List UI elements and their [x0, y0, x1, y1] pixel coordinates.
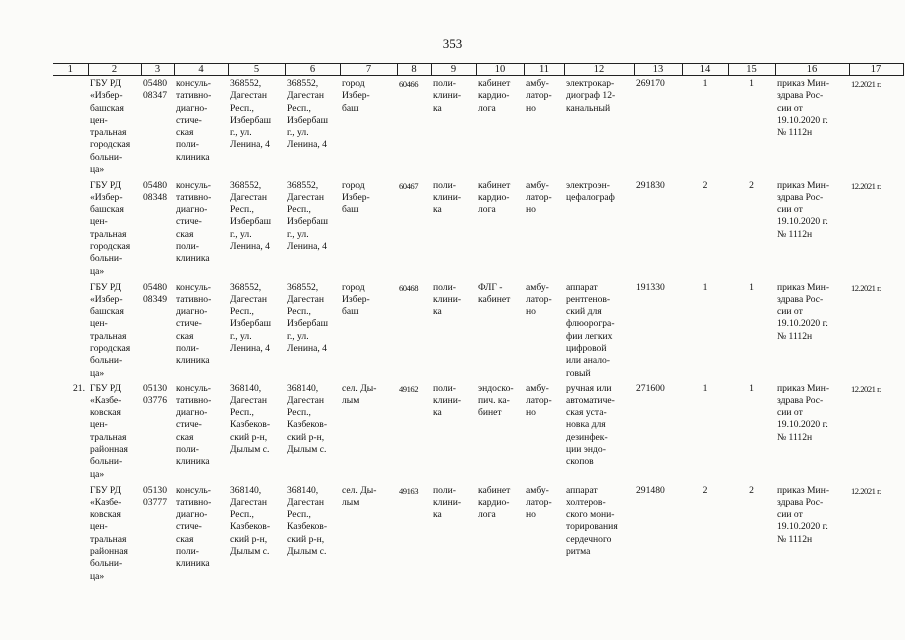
institution-code-cell: 05130 03776 — [143, 382, 167, 406]
cabinet-cell: эндоско- пич. ка- бинет — [478, 382, 514, 419]
care-form-cell: амбу- латор- но — [526, 179, 552, 216]
deadline-cell: 12.2021 г. — [851, 180, 881, 191]
oktmo-code-cell: 60468 — [399, 282, 418, 293]
actual-address-cell: 368552, Дагестан Респ., Избербаш г., ул. Ленина, 4 — [287, 78, 329, 151]
facility-type-cell: консуль- тативно- диагно- стиче- ская поли- клиника — [176, 179, 212, 265]
facility-type-cell: консуль- тативно- диагно- стиче- ская поли- клиника — [176, 281, 212, 367]
regulation-cell: приказ Мин- здрава Рос- сии от 19.10.2020 г. № 1112н — [777, 281, 830, 342]
equipment-code-cell: 191330 — [636, 281, 665, 293]
division-cell: поли- клини- ка — [433, 382, 462, 419]
column-header: 13 — [634, 64, 682, 76]
oktmo-code-cell: 49162 — [399, 383, 418, 394]
table-row — [53, 483, 903, 585]
organization-cell: ГБУ РД «Казбе- ковская цен- тральная районная больни- ца» — [90, 484, 128, 582]
actual-address-cell: 368552, Дагестан Респ., Избербаш г., ул. Ленина, 4 — [287, 281, 329, 354]
equipment-code-cell: 291480 — [636, 484, 665, 496]
division-cell: поли- клини- ка — [433, 281, 462, 318]
legal-address-cell: 368140, Дагестан Респ., Казбеков- ский р-н, Дылым с. — [230, 382, 271, 455]
oktmo-code-cell: 60467 — [399, 180, 418, 191]
column-number-row — [53, 64, 903, 76]
table-row — [53, 76, 903, 178]
deadline-cell: 12.2021 г. — [851, 79, 881, 89]
oktmo-code-cell: 49163 — [399, 485, 418, 496]
required-quantity-cell: 1 — [702, 78, 708, 89]
table-row — [53, 381, 903, 483]
organization-cell: ГБУ РД «Избер- башская цен- тральная городская больни- ца» — [90, 78, 131, 176]
column-header: 15 — [728, 64, 775, 76]
required-quantity-cell: 1 — [702, 281, 708, 293]
deadline-cell: 12.2021 г. — [851, 282, 881, 293]
column-header: 12 — [564, 64, 634, 76]
equipment-name-cell: аппарат холтеров- ского мони- торирования сердечного ритма — [566, 484, 618, 557]
cabinet-cell: кабинет кардио- лога — [478, 179, 511, 216]
required-quantity-cell: 2 — [702, 484, 708, 496]
institution-code-cell: 05480 08348 — [143, 179, 167, 203]
row-number-cell — [53, 178, 88, 280]
required-quantity-cell: 2 — [702, 179, 708, 191]
care-form-cell: амбу- латор- но — [526, 382, 552, 419]
organization-cell: ГБУ РД «Избер- башская цен- тральная городская больни- ца» — [90, 281, 131, 379]
regulation-cell: приказ Мин- здрава Рос- сии от 19.10.2020 г. № 1112н — [777, 382, 830, 443]
column-header: 10 — [476, 64, 524, 76]
oktmo-code-cell: 60466 — [399, 79, 418, 89]
equipment-code-cell: 269170 — [636, 78, 665, 89]
column-header: 8 — [397, 64, 431, 76]
deadline-cell: 12.2021 г. — [851, 383, 881, 394]
planned-quantity-cell: 2 — [749, 484, 754, 496]
legal-address-cell: 368552, Дагестан Респ., Избербаш г., ул. Ленина, 4 — [230, 179, 272, 252]
legal-address-cell: 368552, Дагестан Респ., Избербаш г., ул. Ленина, 4 — [230, 78, 272, 151]
equipment-code-cell: 291830 — [636, 179, 665, 191]
legal-address-cell: 368140, Дагестан Респ., Казбеков- ский р-н, Дылым с. — [230, 484, 271, 557]
locality-cell: сел. Ды- лым — [342, 484, 377, 508]
equipment-table — [53, 63, 904, 585]
column-header: 14 — [682, 64, 728, 76]
care-form-cell: амбу- латор- но — [526, 484, 552, 521]
planned-quantity-cell: 1 — [749, 281, 754, 293]
care-form-cell: амбу- латор- но — [526, 281, 552, 318]
division-cell: поли- клини- ка — [433, 484, 462, 521]
locality-cell: город Избер- баш — [342, 179, 370, 216]
institution-code-cell: 05130 03777 — [143, 484, 167, 508]
column-header: 3 — [141, 64, 174, 76]
column-header: 16 — [775, 64, 849, 76]
planned-quantity-cell: 1 — [749, 382, 754, 394]
facility-type-cell: консуль- тативно- диагно- стиче- ская поли- клиника — [176, 78, 212, 163]
division-cell: поли- клини- ка — [433, 179, 462, 216]
institution-code-cell: 05480 08349 — [143, 281, 167, 305]
equipment-name-cell: электрокар- диограф 12- канальный — [566, 78, 616, 114]
facility-type-cell: консуль- тативно- диагно- стиче- ская поли- клиника — [176, 484, 212, 570]
equipment-code-cell: 271600 — [636, 382, 665, 394]
deadline-cell: 12.2021 г. — [851, 485, 881, 496]
row-number-cell — [53, 76, 88, 178]
column-header: 6 — [285, 64, 340, 76]
required-quantity-cell: 1 — [702, 382, 708, 394]
locality-cell: город Избер- баш — [342, 78, 370, 114]
column-header: 1 — [53, 64, 88, 76]
equipment-name-cell: ручная или автоматиче- ская уста- новка для дезинфек- ции эндо- скопов — [566, 382, 615, 468]
actual-address-cell: 368140, Дагестан Респ., Казбеков- ский р-н, Дылым с. — [287, 382, 328, 455]
cabinet-cell: ФЛГ - кабинет — [478, 281, 511, 305]
row-number-cell — [53, 280, 88, 381]
equipment-name-cell: аппарат рентгенов- ский для флюорогра- фии легких цифровой или анало- говый — [566, 281, 615, 379]
legal-address-cell: 368552, Дагестан Респ., Избербаш г., ул. Ленина, 4 — [230, 281, 272, 354]
institution-code-cell: 05480 08347 — [143, 78, 167, 102]
column-header: 9 — [431, 64, 476, 76]
locality-cell: город Избер- баш — [342, 281, 370, 318]
column-header: 11 — [524, 64, 564, 76]
equipment-name-cell: электроэн- цефалограф — [566, 179, 615, 203]
regulation-cell: приказ Мин- здрава Рос- сии от 19.10.2020 г. № 1112н — [777, 484, 830, 545]
locality-cell: сел. Ды- лым — [342, 382, 377, 406]
regulation-cell: приказ Мин- здрава Рос- сии от 19.10.2020 г. № 1112н — [777, 78, 830, 139]
row-number-cell — [53, 483, 88, 585]
regulation-cell: приказ Мин- здрава Рос- сии от 19.10.2020 г. № 1112н — [777, 179, 830, 240]
actual-address-cell: 368552, Дагестан Респ., Избербаш г., ул. Ленина, 4 — [287, 179, 329, 252]
column-header: 4 — [174, 64, 228, 76]
division-cell: поли- клини- ка — [433, 78, 462, 114]
table-row — [53, 178, 903, 280]
planned-quantity-cell: 2 — [749, 179, 754, 191]
cabinet-cell: кабинет кардио- лога — [478, 484, 511, 521]
column-header: 7 — [340, 64, 397, 76]
table-row — [53, 280, 903, 381]
page-number: 353 — [442, 36, 463, 51]
column-header: 17 — [849, 64, 903, 76]
organization-cell: ГБУ РД «Избер- башская цен- тральная городская больни- ца» — [90, 179, 131, 277]
facility-type-cell: консуль- тативно- диагно- стиче- ская поли- клиника — [176, 382, 212, 468]
row-number-cell: 21. — [73, 382, 85, 394]
cabinet-cell: кабинет кардио- лога — [478, 78, 511, 114]
organization-cell: ГБУ РД «Казбе- ковская цен- тральная районная больни- ца» — [90, 382, 128, 480]
column-header: 5 — [228, 64, 285, 76]
actual-address-cell: 368140, Дагестан Респ., Казбеков- ский р-н, Дылым с. — [287, 484, 328, 557]
care-form-cell: амбу- латор- но — [526, 78, 552, 114]
column-header: 2 — [88, 64, 141, 76]
planned-quantity-cell: 1 — [749, 78, 754, 89]
